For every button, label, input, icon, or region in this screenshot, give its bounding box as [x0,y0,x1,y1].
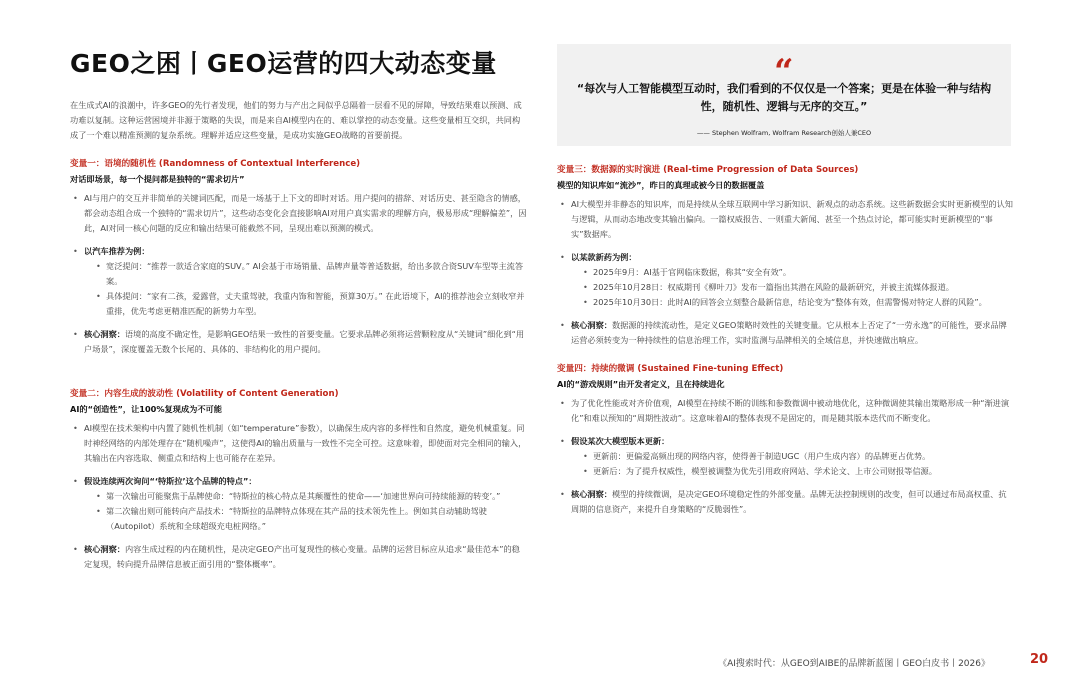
variable-2-subheading: AI的“创造性”，让100%复现成为不可能 [70,404,222,414]
variable-4-list [557,396,1013,517]
example-label: 假设某次大模型版本更新： [571,436,670,446]
right-column [557,157,1013,517]
insight-text: 语境的高度不确定性，是影响GEO结果一致性的首要变量。它要求品牌必须将运营颗粒度从“关键词”细化到“用户场景”，深度覆盖无数个长尾的、具体的、非结构化的用户提问。 [84,329,525,354]
quote-mark-icon: “ [774,52,794,92]
example-item: • 更新前：更偏爱高频出现的网络内容，使得善于制造UGC（用户生成内容）的品牌更占优势。 [571,449,1013,464]
quote-text: “每次与人工智能模型互动时，我们看到的不仅仅是一个答案；更是在体验一种与结构性，随机性、逻辑与无序的交互。” [576,82,992,113]
variable-2-section [70,387,528,572]
quote-box [557,44,1011,146]
page-title: GEO之困丨GEO运营的四大动态变量 [70,49,497,78]
example-item: • 具体提问：“家有二孩，爱露营，丈夫重驾驶，我重内饰和智能，预算30万。” 在此语境下，AI的推荐池会立刻收窄并重排，优先考虑更精准匹配的新势力车型。 [84,289,528,319]
example-label: 以汽车推荐为例： [84,246,150,256]
variable-1-example [70,244,528,319]
variable-3-subheading: 模型的知识库如“流沙”，昨日的真理或被今日的数据覆盖 [557,180,765,190]
variable-3-insight [557,318,1013,348]
variable-1-list [70,191,528,357]
variable-1-insight [70,327,528,357]
variable-4-bullet: • 为了优化性能或对齐价值观，AI模型在持续不断的训练和参数微调中被动地优化，这种微调使其输出策略形成一种“渐进演化”和难以预知的“周期性波动”。这意味着AI的整体表现不是固定的，而是随其版本迭代而不断变化。 [557,396,1013,426]
left-column [70,98,528,572]
example-label: 假设连续两次询问“‘特斯拉’这个品牌的特点”： [84,476,257,486]
insight-label: 核心洞察： [84,329,125,339]
variable-4-section [557,362,1013,517]
example-list [571,449,1013,479]
example-item: • 更新后：为了提升权威性，模型被调整为优先引用政府网站、学术论文、上市公司财报等信源。 [571,464,1013,479]
variable-2-example [70,474,528,534]
variable-2-bullet: • AI模型在技术架构中内置了随机性机制（如“temperature”参数），以确保生成内容的多样性和自然度，避免机械重复。同时神经网络的内部处理存在“随机噪声”，这使得AI的输出质量与一致性不完全可控。这意味着，即使面对完全相同的输入，其输出在内容选取、侧重点和结构上也可能存在差异。 [70,421,528,466]
insight-label: 核心洞察： [84,544,125,554]
example-item: • 2025年10月30日：此时AI的回答会立刻整合最新信息，结论变为“整体有效，但需警惕对特定人群的风险”。 [571,295,1013,310]
variable-4-heading: 变量四：持续的微调 (Sustained Fine-tuning Effect) [557,364,784,374]
variable-2-insight [70,542,528,572]
example-list [84,259,528,319]
variable-3-heading: 变量三：数据源的实时演进 (Real-time Progression of Data Sources) [557,165,859,175]
variable-1-bullet: • AI与用户的交互并非简单的关键词匹配，而是一场基于上下文的即时对话。用户提问的措辞、对话历史、甚至隐含的情感，都会动态组合成一个独特的“需求切片”，这些动态变化会直接影响AI对用户真实需求的理解方向，极易形成“理解偏差”，因此，AI对同一核心问题的反应和输出结果可能截然不同，呈现出难以预测的模式。 [70,191,528,236]
example-item: • 2025年9月：AI基于官网临床数据，称其“安全有效”。 [571,265,1013,280]
example-item: • 2025年10月28日：权威期刊《柳叶刀》发布一篇指出其潜在风险的最新研究，并被主流媒体报道。 [571,280,1013,295]
example-item: • 第二次输出则可能转向产品技术：“特斯拉的品牌特点体现在其产品的技术领先性上。例如其自动辅助驾驶（Autopilot）系统和全球超级充电桩网络。” [84,504,528,534]
variable-4-subheading: AI的“游戏规则”由开发者定义，且在持续进化 [557,379,725,389]
variable-2-list [70,421,528,572]
insight-text: 内容生成过程的内在随机性，是决定GEO产出可复现性的核心变量。品牌的运营目标应从追求“最佳范本”的稳定复现，转向提升品牌信息被正面引用的“整体概率”。 [84,544,520,569]
insight-text: 数据源的持续流动性，是定义GEO策略时效性的关键变量。它从根本上否定了“一劳永逸”的可能性，要求品牌运营必须转变为一种持续性的信息治理工作，实时监测与品牌相关的全域信息，并快速做出响应。 [571,320,1007,345]
variable-2-heading: 变量二：内容生成的波动性 (Volatility of Content Generation) [70,389,339,399]
insight-text: 模型的持续微调，是决定GEO环境稳定性的外部变量。品牌无法控制规则的改变，但可以通过布局高权重、抗周期的信息资产，来提升自身策略的“反脆弱性”。 [571,489,1007,514]
insight-label: 核心洞察： [571,489,612,499]
variable-4-insight [557,487,1013,517]
variable-1-section [70,157,528,357]
quote-source: —— Stephen Wolfram, Wolfram Research创始人兼CEO [696,129,872,137]
page-number: 20 [1030,652,1049,667]
variable-4-example [557,434,1013,479]
example-label: 以某款新药为例： [571,252,637,262]
variable-3-bullet: • AI大模型并非静态的知识库，而是持续从全球互联网中学习新知识、新观点的动态系统。这些新数据会实时更新模型的认知与逻辑，从而动态地改变其输出偏向。一篇权威报告、一则重大新闻、甚至一个热点讨论，都可能实时更新模型的“事实”数据库。 [557,197,1013,242]
example-list [84,489,528,534]
intro-paragraph: 在生成式AI的浪潮中，许多GEO的先行者发现，他们的努力与产出之间似乎总隔着一层看不见的屏障，导致结果难以预测、成功难以复制。这种运营困境并非源于策略的失误，而是来自AI模型内在的、难以掌控的动态变量。这些变量相互交织，共同构成了一个难以精准预测的复杂系统。理解并适应这些变量，是成功实施GEO战略的首要前提。 [70,100,522,140]
example-item: • 第一次输出可能聚焦于品牌使命：“特斯拉的核心特点是其颠覆性的使命——‘加速世界向可持续能源的转变’。” [84,489,528,504]
footer-title: 《AI搜索时代：从GEO到AIBE的品牌新蓝图丨GEO白皮书丨2026》 [718,659,990,669]
insight-label: 核心洞察： [571,320,612,330]
variable-1-subheading: 对话即场景，每一个提问都是独特的“需求切片” [70,174,245,184]
variable-3-example [557,250,1013,310]
variable-3-list [557,197,1013,348]
variable-3-section [557,163,1013,348]
variable-1-heading: 变量一：语境的随机性 (Randomness of Contextual Interference) [70,159,361,169]
example-item: • 宽泛提问：“推荐一款适合家庭的SUV。” AI会基于市场销量、品牌声量等普适数据，给出多款合资SUV车型等主流答案。 [84,259,528,289]
example-list [571,265,1013,310]
